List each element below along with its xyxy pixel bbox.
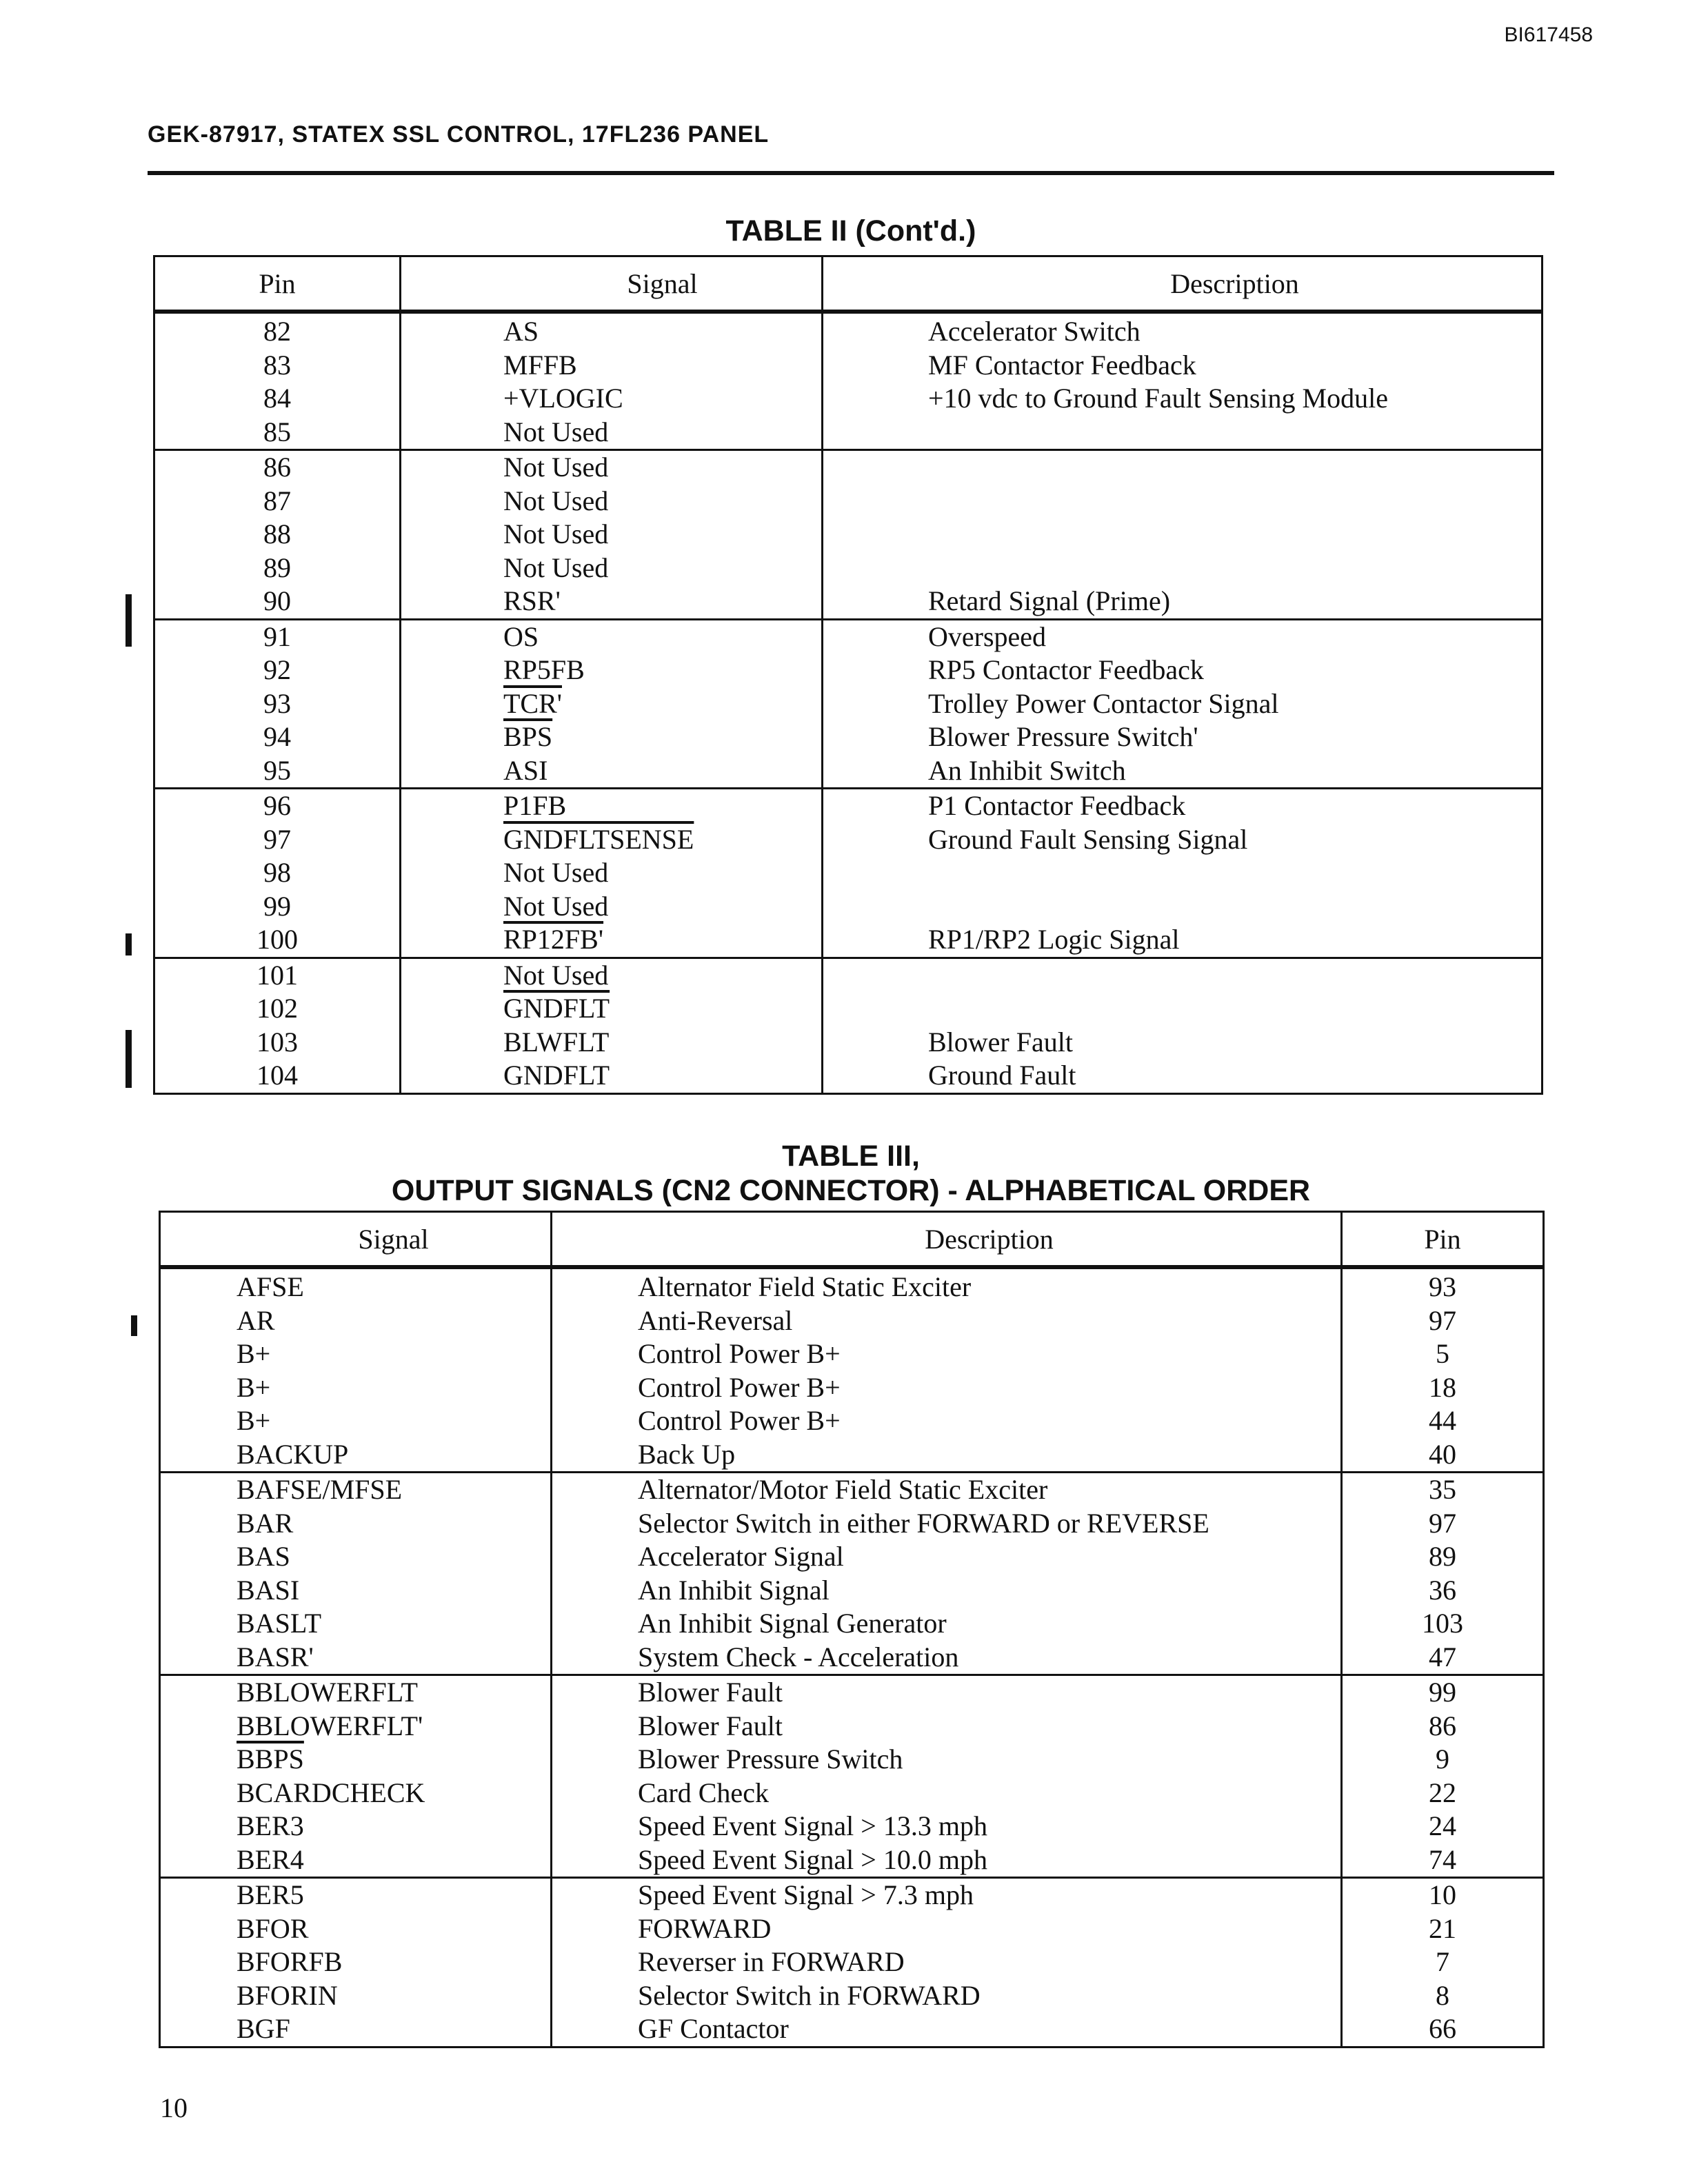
- pin-cell: 97: [1342, 1507, 1544, 1541]
- table-row: [160, 1267, 1544, 1304]
- description-cell: Blower Fault: [552, 1710, 1342, 1743]
- description-cell: Blower Pressure Switch: [552, 1743, 1342, 1777]
- signal-text: GNDFLT: [503, 993, 610, 1024]
- signal-cell: BBLOWERFLT': [160, 1710, 552, 1743]
- table-row: [154, 585, 1543, 619]
- signal-cell: Not Used: [401, 552, 823, 585]
- signal-cell: OS: [401, 619, 823, 654]
- description-cell: Speed Event Signal > 13.3 mph: [552, 1810, 1342, 1843]
- signal-cell: Not Used: [401, 485, 823, 518]
- description-cell: +10 vdc to Ground Fault Sensing Module: [823, 382, 1543, 416]
- pin-cell: 89: [154, 552, 401, 585]
- signal-text: RP12FB': [503, 924, 604, 956]
- table-row: [154, 890, 1543, 924]
- change-bar: [125, 1030, 132, 1088]
- table3-header-description: Description: [552, 1212, 1342, 1268]
- pin-cell: 97: [1342, 1304, 1544, 1338]
- signal-cell: B+: [160, 1371, 552, 1405]
- table-row: [154, 754, 1543, 789]
- table-row: [154, 552, 1543, 585]
- signal-cell: BCARDCHECK: [160, 1777, 552, 1810]
- pin-cell: 35: [1342, 1473, 1544, 1507]
- pin-cell: 44: [1342, 1404, 1544, 1438]
- description-cell: Blower Pressure Switch': [823, 720, 1543, 754]
- signal-cell: [401, 720, 823, 754]
- signal-cell: BER3: [160, 1810, 552, 1843]
- description-cell: [823, 890, 1543, 924]
- table-row: [154, 450, 1543, 485]
- table-row: [154, 1059, 1543, 1093]
- signal-cell: BAFSE/MFSE: [160, 1473, 552, 1507]
- signal-cell: Not Used: [401, 890, 823, 924]
- pin-cell: 10: [1342, 1878, 1544, 1912]
- pin-cell: 85: [154, 416, 401, 450]
- pin-cell: 100: [154, 923, 401, 958]
- description-cell: An Inhibit Switch: [823, 754, 1543, 789]
- pin-cell: 90: [154, 585, 401, 619]
- signal-cell: AFSE: [160, 1267, 552, 1304]
- table-row: [154, 687, 1543, 721]
- table-row: [154, 958, 1543, 992]
- pin-cell: 93: [1342, 1267, 1544, 1304]
- table-row: [160, 1810, 1544, 1843]
- signal-cell: Not Used: [401, 450, 823, 485]
- pin-cell: 96: [154, 789, 401, 823]
- signal-cell: RSR': [401, 585, 823, 619]
- table-row: [154, 382, 1543, 416]
- signal-text: TCR': [503, 687, 562, 719]
- pin-cell: 101: [154, 958, 401, 992]
- signal-cell: BAS: [160, 1540, 552, 1574]
- table2-title: TABLE II (Cont'd.): [725, 214, 976, 247]
- table-row: [154, 349, 1543, 383]
- signal-cell: BASR': [160, 1641, 552, 1675]
- signal-cell: Not Used: [401, 958, 823, 992]
- signal-text: GNDFLTSENSE: [503, 823, 694, 855]
- signal-cell: [401, 992, 823, 1026]
- pin-cell: 86: [1342, 1710, 1544, 1743]
- signal-text: $\overline{BPS}$: [503, 721, 553, 753]
- signal-cell: P1FB: [401, 789, 823, 823]
- table-row: [160, 1843, 1544, 1878]
- table-row: [154, 1026, 1543, 1060]
- description-cell: Selector Switch in FORWARD: [552, 1979, 1342, 2013]
- table-row: [154, 485, 1543, 518]
- page-number: 10: [160, 2092, 188, 2123]
- signal-cell: BFORFB: [160, 1945, 552, 1979]
- pin-cell: 95: [154, 754, 401, 789]
- description-cell: Card Check: [552, 1777, 1342, 1810]
- description-cell: Overspeed: [823, 619, 1543, 654]
- description-cell: [823, 518, 1543, 552]
- description-cell: GF Contactor: [552, 2012, 1342, 2047]
- pin-cell: 99: [1342, 1675, 1544, 1710]
- table-row: [160, 1404, 1544, 1438]
- description-cell: [823, 485, 1543, 518]
- pin-cell: 82: [154, 312, 401, 349]
- description-cell: [823, 856, 1543, 890]
- description-cell: Retard Signal (Prime): [823, 585, 1543, 619]
- document-id: BI617458: [1504, 23, 1593, 46]
- table-row: [154, 856, 1543, 890]
- table-row: [160, 1438, 1544, 1473]
- description-cell: RP5 Contactor Feedback: [823, 654, 1543, 687]
- table2: [153, 255, 1543, 1095]
- table-row: [154, 654, 1543, 687]
- description-cell: An Inhibit Signal Generator: [552, 1607, 1342, 1641]
- table3-title-line1: TABLE III,: [782, 1140, 920, 1173]
- table-row: [160, 1641, 1544, 1675]
- description-cell: Selector Switch in either FORWARD or REVERSE: [552, 1507, 1342, 1541]
- description-cell: [823, 450, 1543, 485]
- table-row: [160, 1574, 1544, 1608]
- signal-cell: AR: [160, 1304, 552, 1338]
- table-row: [154, 992, 1543, 1026]
- pin-cell: 92: [154, 654, 401, 687]
- description-cell: Ground Fault Sensing Signal: [823, 823, 1543, 857]
- pin-cell: 99: [154, 890, 401, 924]
- pin-cell: 9: [1342, 1743, 1544, 1777]
- table-row: [154, 416, 1543, 450]
- signal-cell: BFORIN: [160, 1979, 552, 2013]
- pin-cell: 102: [154, 992, 401, 1026]
- table3-title: [148, 1139, 1554, 1208]
- table-row: [160, 1337, 1544, 1371]
- pin-cell: 5: [1342, 1337, 1544, 1371]
- pin-cell: 103: [1342, 1607, 1544, 1641]
- pin-cell: 18: [1342, 1371, 1544, 1405]
- table2-header-pin: Pin: [154, 256, 401, 312]
- pin-cell: 93: [154, 687, 401, 721]
- signal-cell: [160, 1743, 552, 1777]
- pin-cell: 47: [1342, 1641, 1544, 1675]
- signal-cell: BFOR: [160, 1912, 552, 1946]
- change-bar: [125, 933, 132, 956]
- table3: [159, 1211, 1545, 2048]
- table-row: [160, 1607, 1544, 1641]
- table-row: [160, 1371, 1544, 1405]
- table-row: [160, 1540, 1544, 1574]
- header-rule: [148, 171, 1554, 175]
- description-cell: [823, 416, 1543, 450]
- signal-cell: +VLOGIC: [401, 382, 823, 416]
- table-row: [160, 2012, 1544, 2047]
- pin-cell: 104: [154, 1059, 401, 1093]
- table-row: [160, 1878, 1544, 1912]
- signal-cell: BASI: [160, 1574, 552, 1608]
- description-cell: Back Up: [552, 1438, 1342, 1473]
- pin-cell: 89: [1342, 1540, 1544, 1574]
- description-cell: Accelerator Switch: [823, 312, 1543, 349]
- signal-cell: BGF: [160, 2012, 552, 2047]
- signal-cell: AS: [401, 312, 823, 349]
- signal-cell: BLWFLT: [401, 1026, 823, 1060]
- table-row: [160, 1507, 1544, 1541]
- table-row: [154, 923, 1543, 958]
- pin-cell: 21: [1342, 1912, 1544, 1946]
- signal-cell: BACKUP: [160, 1438, 552, 1473]
- signal-cell: B+: [160, 1404, 552, 1438]
- table-row: [154, 789, 1543, 823]
- table-row: [160, 1473, 1544, 1507]
- description-cell: System Check - Acceleration: [552, 1641, 1342, 1675]
- signal-cell: MFFB: [401, 349, 823, 383]
- table2-header-row: [154, 256, 1543, 312]
- table-row: [154, 823, 1543, 857]
- description-cell: [823, 958, 1543, 992]
- pin-cell: 84: [154, 382, 401, 416]
- signal-cell: [401, 823, 823, 857]
- description-cell: Blower Fault: [823, 1026, 1543, 1060]
- pin-cell: 86: [154, 450, 401, 485]
- description-cell: RP1/RP2 Logic Signal: [823, 923, 1543, 958]
- table-row: [160, 1710, 1544, 1743]
- signal-cell: [401, 923, 823, 958]
- signal-cell: [401, 687, 823, 721]
- description-cell: Anti-Reversal: [552, 1304, 1342, 1338]
- description-cell: Reverser in FORWARD: [552, 1945, 1342, 1979]
- description-cell: Speed Event Signal > 10.0 mph: [552, 1843, 1342, 1878]
- description-cell: [823, 552, 1543, 585]
- table-row: [160, 1777, 1544, 1810]
- signal-cell: B+: [160, 1337, 552, 1371]
- table-row: [154, 720, 1543, 754]
- table-row: [154, 619, 1543, 654]
- description-cell: Control Power B+: [552, 1404, 1342, 1438]
- pin-cell: 7: [1342, 1945, 1544, 1979]
- description-cell: Control Power B+: [552, 1371, 1342, 1405]
- pin-cell: 87: [154, 485, 401, 518]
- signal-cell: BAR: [160, 1507, 552, 1541]
- signal-cell: BASLT: [160, 1607, 552, 1641]
- description-cell: FORWARD: [552, 1912, 1342, 1946]
- table2-header-description: Description: [823, 256, 1543, 312]
- table3-header-row: [160, 1212, 1544, 1268]
- pin-cell: 22: [1342, 1777, 1544, 1810]
- signal-cell: RP5FB: [401, 654, 823, 687]
- signal-cell: BER5: [160, 1878, 552, 1912]
- description-cell: An Inhibit Signal: [552, 1574, 1342, 1608]
- description-cell: Speed Event Signal > 7.3 mph: [552, 1878, 1342, 1912]
- pin-cell: 24: [1342, 1810, 1544, 1843]
- description-cell: Control Power B+: [552, 1337, 1342, 1371]
- pin-cell: 36: [1342, 1574, 1544, 1608]
- table3-header-pin: Pin: [1342, 1212, 1544, 1268]
- description-cell: Alternator Field Static Exciter: [552, 1267, 1342, 1304]
- table3-header-signal: Signal: [160, 1212, 552, 1268]
- table-row: [154, 518, 1543, 552]
- description-cell: Alternator/Motor Field Static Exciter: [552, 1473, 1342, 1507]
- pin-cell: 83: [154, 349, 401, 383]
- table-row: [160, 1912, 1544, 1946]
- signal-cell: Not Used: [401, 416, 823, 450]
- description-cell: [823, 992, 1543, 1026]
- signal-cell: Not Used: [401, 856, 823, 890]
- table-row: [160, 1743, 1544, 1777]
- signal-text: BBPS: [237, 1743, 304, 1775]
- signal-cell: ASI: [401, 754, 823, 789]
- table-row: [160, 1979, 1544, 2013]
- table-row: [160, 1304, 1544, 1338]
- pin-cell: 94: [154, 720, 401, 754]
- signal-cell: GNDFLT: [401, 1059, 823, 1093]
- pin-cell: 97: [154, 823, 401, 857]
- pin-cell: 88: [154, 518, 401, 552]
- change-bar: [125, 594, 132, 647]
- signal-cell: BBLOWERFLT: [160, 1675, 552, 1710]
- running-header: GEK-87917, STATEX SSL CONTROL, 17FL236 PANEL: [148, 121, 770, 148]
- pin-cell: 98: [154, 856, 401, 890]
- change-bar: [131, 1315, 137, 1336]
- signal-cell: Not Used: [401, 518, 823, 552]
- pin-cell: 40: [1342, 1438, 1544, 1473]
- description-cell: MF Contactor Feedback: [823, 349, 1543, 383]
- description-cell: Accelerator Signal: [552, 1540, 1342, 1574]
- pin-cell: 8: [1342, 1979, 1544, 2013]
- description-cell: Blower Fault: [552, 1675, 1342, 1710]
- description-cell: Ground Fault: [823, 1059, 1543, 1093]
- table-row: [154, 312, 1543, 349]
- pin-cell: 91: [154, 619, 401, 654]
- description-cell: Trolley Power Contactor Signal: [823, 687, 1543, 721]
- table-row: [160, 1675, 1544, 1710]
- pin-cell: 74: [1342, 1843, 1544, 1878]
- table-row: [160, 1945, 1544, 1979]
- signal-cell: BER4: [160, 1843, 552, 1878]
- pin-cell: 66: [1342, 2012, 1544, 2047]
- description-cell: P1 Contactor Feedback: [823, 789, 1543, 823]
- table2-header-signal: Signal: [401, 256, 823, 312]
- table3-title-line2: OUTPUT SIGNALS (CN2 CONNECTOR) - ALPHABETICAL ORDER: [391, 1174, 1311, 1207]
- pin-cell: 103: [154, 1026, 401, 1060]
